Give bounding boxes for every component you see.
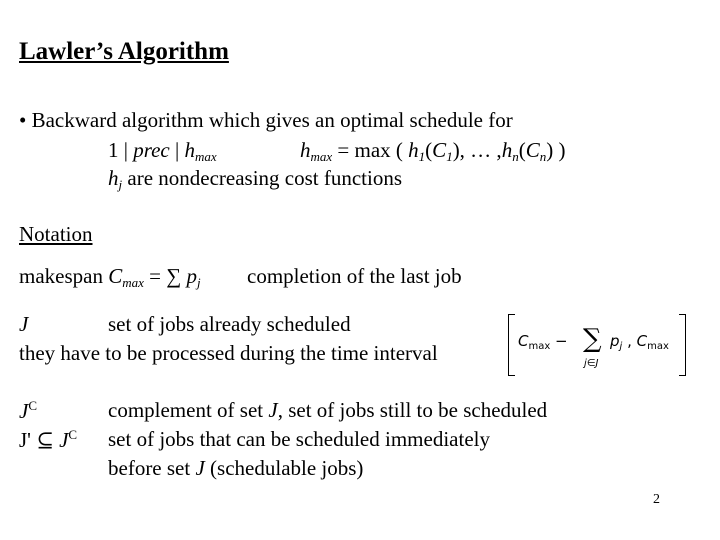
Jprime-J: J' — [19, 428, 31, 452]
line3-hsub: j — [118, 177, 123, 192]
right-bracket — [679, 314, 686, 376]
def-C1sub: 1 — [446, 149, 453, 164]
bullet-marker: • — [19, 108, 27, 132]
makespan-psub: j — [197, 275, 201, 290]
cost-functions-line — [108, 166, 402, 193]
problem-sep1: | — [118, 138, 134, 162]
formula-psub: j — [619, 341, 623, 352]
Jc-desc-pre: complement of set — [108, 398, 269, 422]
page-number: 2 — [653, 492, 660, 507]
Jc-sup: C — [28, 398, 37, 413]
makespan-p: p — [181, 264, 197, 288]
formula-Csub: max — [528, 341, 551, 352]
left-bracket — [508, 314, 515, 376]
Jc-desc-J: J — [268, 398, 278, 422]
def-h1: h — [408, 138, 419, 162]
def-h: h — [300, 138, 311, 162]
Jc-symbol — [19, 398, 37, 424]
Jc-J: J — [19, 399, 29, 423]
problem-prec: prec — [133, 138, 170, 162]
Jprime-description-2 — [108, 456, 363, 481]
Jprime-desc2-J: J — [195, 456, 205, 480]
def-eq: = max ( — [332, 138, 409, 162]
Jc-description — [108, 398, 547, 423]
def-hsub: max — [310, 149, 333, 164]
formula-C2sub: max — [647, 341, 669, 352]
bullet-text: Backward algorithm which gives an optimal schedule for — [31, 108, 513, 132]
subset-symbol: ⊆ — [30, 428, 60, 452]
def-Cnsub: n — [539, 149, 547, 164]
def-hn: h — [501, 138, 513, 162]
formula-p: p — [610, 332, 620, 350]
def-h1sub: 1 — [418, 149, 426, 164]
Jprime-desc2-post: (schedulable jobs) — [204, 456, 364, 480]
line3-h: h — [108, 166, 119, 190]
formula-sum-symbol: ∑ — [583, 324, 602, 354]
makespan-definition — [19, 264, 201, 291]
def-cnclose: ) ) — [546, 138, 566, 162]
def-hnsub: n — [512, 149, 519, 164]
J-symbol: J — [19, 312, 29, 336]
interval-text: they have to be processed during the time interval — [19, 341, 438, 365]
problem-notation — [108, 138, 217, 165]
formula-comma: , — [622, 332, 637, 350]
makespan-C: C — [108, 264, 123, 288]
sum-symbol: ∑ — [166, 264, 182, 288]
formula-sum-subscript: j∈J — [584, 358, 599, 369]
time-interval-formula — [508, 314, 686, 376]
problem-one: 1 — [108, 138, 119, 162]
def-c1open: ( — [425, 138, 433, 162]
makespan-eq: = — [143, 264, 167, 288]
formula-C: C — [518, 332, 529, 350]
Jprime-symbol — [19, 427, 77, 453]
Jprime-desc2-pre: before set — [108, 456, 196, 480]
bullet-line — [19, 108, 513, 133]
formula-minus: − — [550, 332, 568, 350]
Jprime-description-1: set of jobs that can be scheduled immediately — [108, 427, 490, 451]
Jprime-sup: C — [68, 427, 78, 442]
problem-h: h — [184, 138, 195, 162]
slide-title: Lawler’s Algorithm — [19, 38, 229, 65]
hmax-definition — [300, 138, 565, 165]
def-cnopen: ( — [518, 138, 526, 162]
notation-heading: Notation — [19, 222, 93, 246]
makespan-Csub: max — [122, 275, 144, 290]
def-c1close: ), … , — [452, 138, 502, 162]
Jc-desc-rest: , set of jobs still to be scheduled — [277, 398, 548, 422]
formula-C2: C — [636, 332, 648, 350]
J-description: set of jobs already scheduled — [108, 312, 351, 336]
Jprime-J2: J — [59, 428, 69, 452]
def-C1: C — [432, 138, 447, 162]
def-Cn: C — [525, 138, 540, 162]
makespan-label: makespan — [19, 264, 109, 288]
problem-sep2: | — [169, 138, 185, 162]
line3-text: are nondecreasing cost functions — [122, 166, 403, 190]
problem-hsub: max — [194, 149, 217, 164]
makespan-description: completion of the last job — [247, 264, 462, 288]
